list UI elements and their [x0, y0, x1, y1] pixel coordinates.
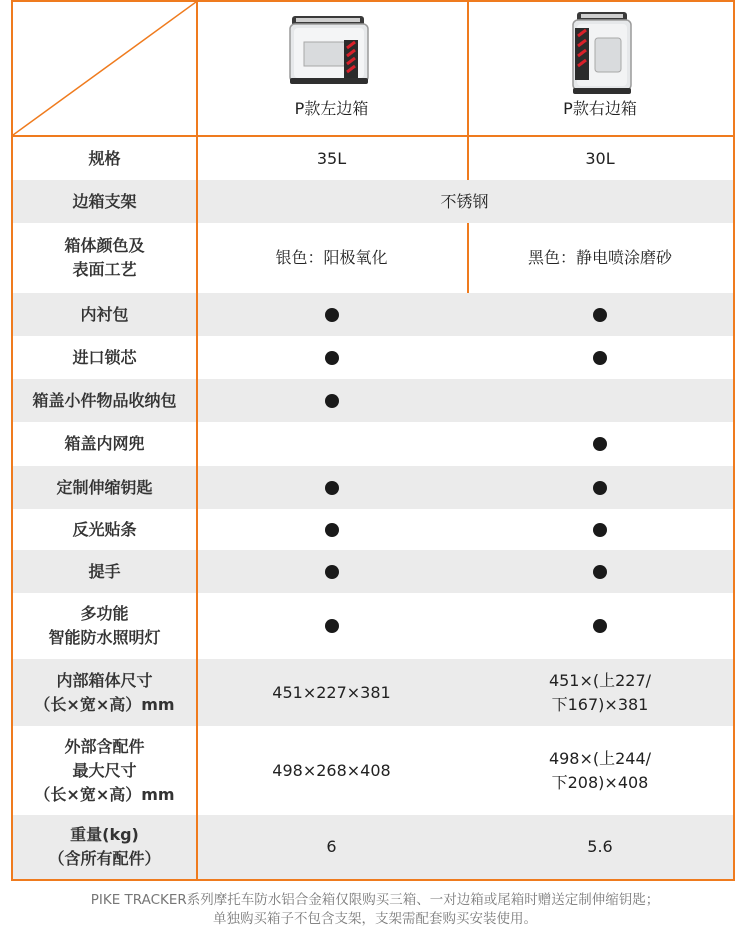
footer-line-1: PIKE TRACKER系列摩托车防水铝合金箱仅限购买三箱、一对边箱或尾箱时赠送定制伸缩钥匙；	[90, 892, 660, 908]
left-feature-dot	[196, 293, 467, 336]
inner-size-right: 451×(上227/ 下167)×381	[548, 670, 652, 714]
row-lid-pouch	[13, 379, 733, 422]
bracket-value: 不锈钢	[440, 191, 489, 211]
header-left-product	[196, 2, 467, 135]
row-lock	[13, 336, 733, 379]
header-row	[13, 2, 733, 135]
included-dot-icon	[325, 619, 339, 633]
included-dot-icon	[593, 437, 607, 451]
included-dot-icon	[593, 565, 607, 579]
left-feature-dot	[196, 336, 467, 379]
included-dot-icon	[325, 565, 339, 579]
left-product-name: P款左边箱	[294, 99, 369, 118]
row-label: 箱盖内网兜	[64, 434, 145, 453]
row-light	[13, 593, 733, 659]
row-label: 进口锁芯	[72, 347, 137, 367]
row-inner-size	[13, 659, 733, 726]
outer-size-right: 498×(上244/ 下208)×408	[548, 748, 652, 792]
included-dot-icon	[325, 351, 339, 365]
row-handle	[13, 550, 733, 593]
left-feature-dot	[196, 509, 467, 550]
row-reflector	[13, 509, 733, 550]
included-dot-icon	[593, 351, 607, 365]
right-feature-dot	[467, 293, 733, 336]
right-feature-dot	[467, 336, 733, 379]
right-case-image	[567, 10, 637, 100]
included-dot-icon	[593, 619, 607, 633]
included-dot-icon	[593, 308, 607, 322]
row-label: 箱体颜色及 表面工艺	[64, 236, 145, 279]
right-feature-empty	[467, 379, 733, 422]
inner-size-left: 451×227×381	[272, 682, 391, 702]
footer-line-2: 单独购买箱子不包含支架，支架需配套购买安装使用。	[213, 911, 537, 927]
included-dot-icon	[593, 481, 607, 495]
row-label: 内衬包	[80, 304, 129, 324]
included-dot-icon	[325, 523, 339, 537]
row-label: 提手	[88, 561, 121, 581]
left-feature-dot	[196, 379, 467, 422]
included-dot-icon	[325, 308, 339, 322]
row-label: 反光贴条	[72, 519, 137, 539]
spec-left-value: 35L	[316, 148, 347, 168]
left-feature-dot	[196, 593, 467, 659]
row-label: 外部含配件 最大尺寸 （长×宽×高）mm	[34, 736, 175, 804]
right-feature-dot	[467, 422, 733, 466]
left-feature-dot	[196, 466, 467, 509]
row-lid-net	[13, 422, 733, 466]
diagonal-divider	[13, 2, 196, 135]
row-label: 重量(kg) （含所有配件）	[48, 825, 161, 868]
right-feature-dot	[467, 466, 733, 509]
col-divider-2	[467, 2, 469, 180]
row-bracket	[13, 180, 733, 223]
row-outer-size	[13, 726, 733, 815]
row-label: 内部箱体尺寸 （长×宽×高）mm	[34, 670, 175, 714]
spec-right-value: 30L	[585, 148, 615, 168]
row-label: 多功能 智能防水照明灯	[48, 604, 161, 647]
left-case-image	[286, 12, 376, 90]
row-color	[13, 223, 733, 293]
col-divider-1	[196, 2, 198, 879]
header-corner	[13, 2, 196, 135]
included-dot-icon	[325, 481, 339, 495]
right-feature-dot	[467, 509, 733, 550]
row-label: 规格	[88, 148, 121, 168]
header-divider	[13, 135, 733, 137]
weight-left: 6	[326, 837, 337, 856]
row-key	[13, 466, 733, 509]
footer-note	[0, 891, 750, 929]
left-feature-empty	[196, 422, 467, 466]
row-label: 边箱支架	[72, 191, 137, 211]
right-feature-dot	[467, 550, 733, 593]
weight-right: 5.6	[587, 837, 613, 856]
col-divider-2b	[467, 223, 469, 293]
included-dot-icon	[593, 523, 607, 537]
row-label: 定制伸缩钥匙	[56, 477, 153, 497]
row-inner-bag	[13, 293, 733, 336]
row-weight	[13, 815, 733, 879]
right-feature-dot	[467, 593, 733, 659]
color-right-value: 黑色：静电喷涂磨砂	[527, 248, 672, 267]
spec-table	[11, 0, 735, 881]
right-product-name: P款右边箱	[563, 99, 637, 118]
outer-size-left: 498×268×408	[272, 760, 391, 780]
row-label: 箱盖小件物品收纳包	[32, 390, 177, 410]
header-right-product	[467, 2, 733, 135]
row-spec	[13, 137, 733, 180]
included-dot-icon	[325, 394, 339, 408]
color-left-value: 银色：阳极氧化	[275, 248, 388, 267]
left-feature-dot	[196, 550, 467, 593]
